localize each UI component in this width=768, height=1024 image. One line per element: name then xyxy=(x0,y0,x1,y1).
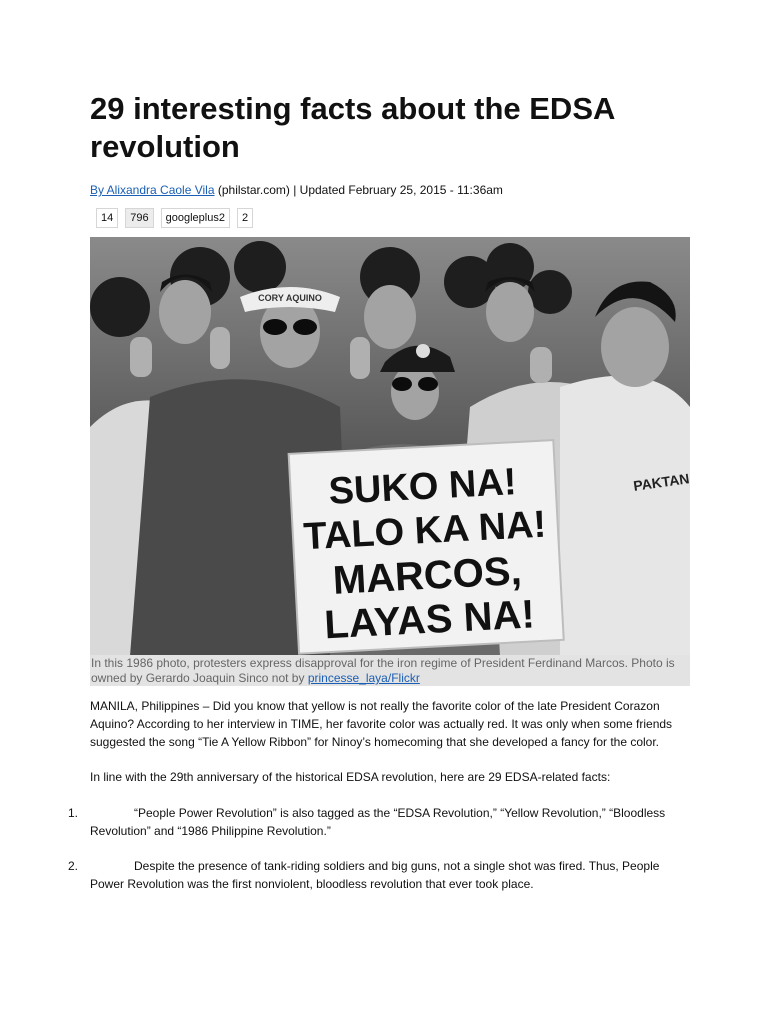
shirt-text: PAKTAN xyxy=(632,470,690,494)
byline-meta: (philstar.com) | Updated February 25, 2015 - 11:36am xyxy=(214,183,503,197)
sign-line-2: TALO KA NA! xyxy=(302,503,548,559)
list-item-text: Despite the presence of tank-riding soldiers and big guns, not a single shot was fired. Thus, People Power Revolution was the first nonviolent, bloodless revolution that ever took place. xyxy=(90,859,660,891)
article-photo xyxy=(90,237,690,656)
list-item-number: 1. xyxy=(68,806,79,820)
sign-line-1: SUKO NA! xyxy=(327,461,518,513)
byline xyxy=(90,183,690,197)
intro-paragraph: MANILA, Philippines – Did you know that yellow is not really the favorite color of the late President Corazon Aquino? According to her interview in TIME, her favorite color was actually red. It was only when some friends suggested the song “Tie A Yellow Ribbon” for Ninoy’s homecoming that she developed a fancy for the color. xyxy=(90,699,673,749)
sign-line-4: LAYAS NA! xyxy=(323,592,536,648)
share-counters xyxy=(96,208,253,228)
list-item-number: 2. xyxy=(68,859,79,873)
share-count-other[interactable]: 2 xyxy=(237,208,253,228)
list-item xyxy=(68,804,690,840)
caption-text: In this 1986 photo, protesters express disapproval for the iron regime of President Ferdinand Marcos. Photo is owned by Gerardo Joaquin Sinco not by xyxy=(91,656,675,685)
share-count-twitter[interactable]: 796 xyxy=(125,208,153,228)
protest-sign xyxy=(289,440,564,654)
share-count-googleplus[interactable]: googleplus2 xyxy=(161,208,230,228)
list-item xyxy=(68,857,690,893)
article-title: 29 interesting facts about the EDSA revolution xyxy=(90,91,615,164)
protest-photo xyxy=(90,237,690,656)
photo-caption xyxy=(90,655,690,686)
share-count-facebook[interactable]: 14 xyxy=(96,208,118,228)
sign-line-3: MARCOS, xyxy=(331,548,523,603)
author-link[interactable]: By Alixandra Caole Vila xyxy=(90,183,215,197)
visor-text: CORY AQUINO xyxy=(258,293,322,303)
lead-paragraph: In line with the 29th anniversary of the historical EDSA revolution, here are 29 EDSA-related facts: xyxy=(90,770,611,784)
caption-credit-link[interactable]: princesse_laya/Flickr xyxy=(307,671,420,685)
list-item-text: “People Power Revolution” is also tagged as the “EDSA Revolution,” “Yellow Revolution,” “Bloodless Revolution” and “1986 Philippine Revolution.” xyxy=(90,806,666,838)
